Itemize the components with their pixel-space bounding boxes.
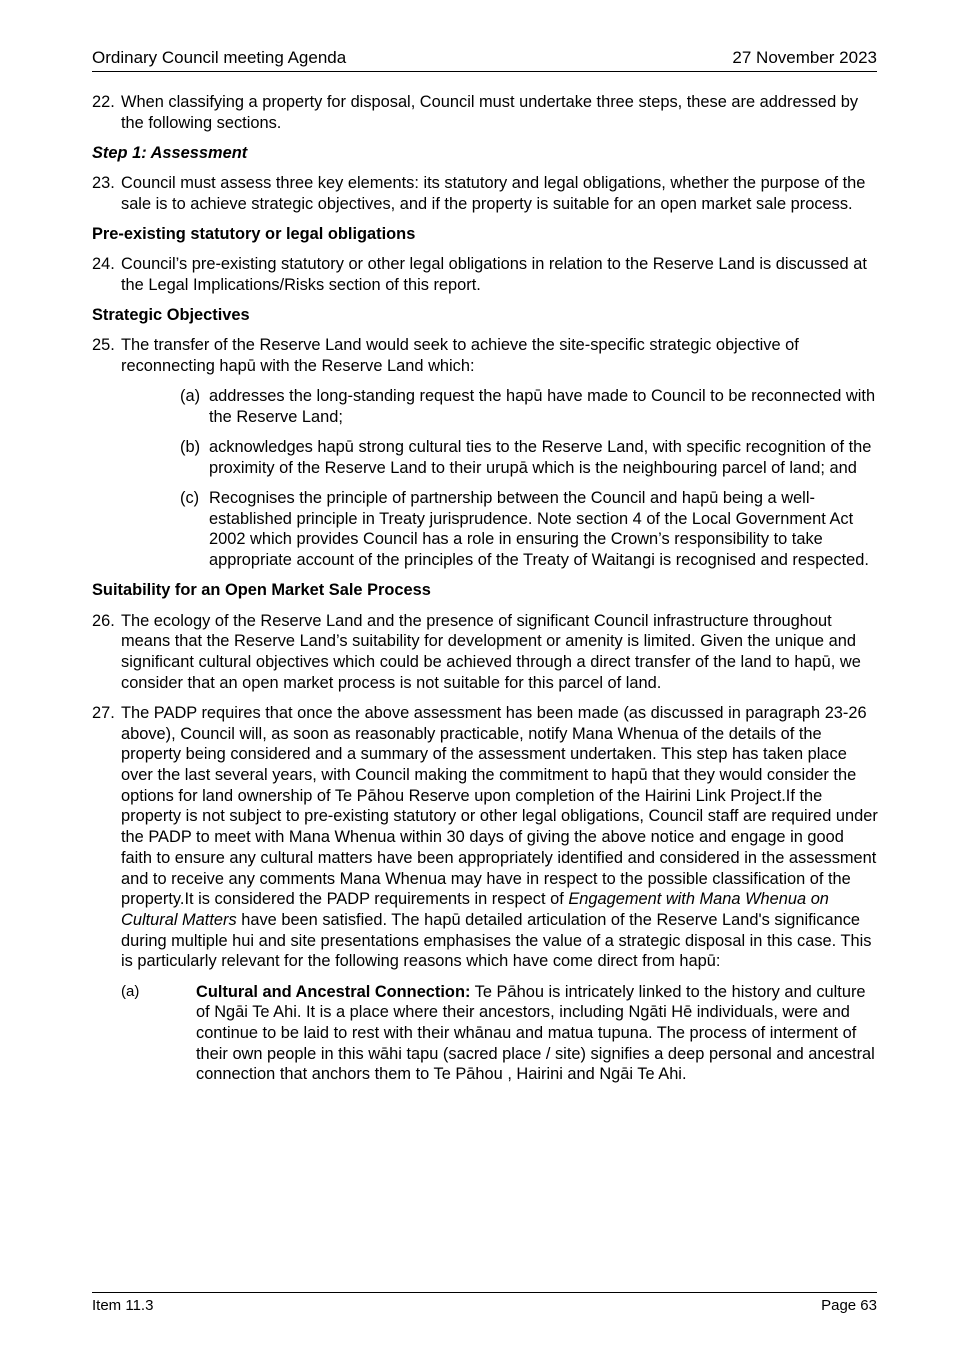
paragraph-number: 26. bbox=[92, 611, 115, 630]
paragraph-italic-phrase: Engagement with Mana Whenua on Cultural Matters bbox=[121, 890, 829, 929]
paragraph-number: 25. bbox=[92, 336, 115, 355]
paragraph-text: Council’s pre-existing statutory or other legal obligations in relation to the Reserve Land is discussed at the Legal Implications/Risks section of this report. bbox=[121, 255, 867, 294]
list-item-text: Te Pāhou is intricately linked to the history and culture of Ngāi Te Ahi. It is a place where their ancestors, including Ngāti Hē individuals, were and continue to be laid to rest with their whānau and matua tupuna. The process of interment of their own people in this wāhi tapu (sacred place / site) signifies a deep personal and ancestral connection that anchors them to Te Pāhou , Hairini and Ngāi Te Ahi. bbox=[196, 982, 875, 1084]
paragraph-22 bbox=[92, 92, 878, 133]
paragraph-23 bbox=[92, 173, 878, 214]
footer-page-number: Page 63 bbox=[821, 1297, 877, 1314]
list-item-label: (b) bbox=[180, 438, 201, 457]
paragraph-text: When classifying a property for disposal, Council must undertake three steps, these are addressed by the following sections. bbox=[121, 93, 859, 132]
heading-suitability: Suitability for an Open Market Sale Process bbox=[92, 581, 431, 600]
paragraph-text-part-1: The PADP requires that once the above assessment has been made (as discussed in paragraph 23-26 above), Council will, as soon as reasonably practicable, notify Mana Whenua of the details of the property being considered and a summary of the assessment undertaken. This step has taken place over the last several years, with Council making the commitment to hapū that they would consider the options for land ownership of Te Pāhou Reserve upon completion of the Hairini Link Project.If the property is not subject to pre-existing statutory or other legal obligations, Council staff are required under the PADP to meet with Mana Whenua within 30 days of giving the above notice and engage in good faith to ensure any cultural matters have been appropriately identified and considered in the assessment and to receive any comments Mana Whenua may have in respect to the possible classification of the property.It is considered the PADP requirements in respect of bbox=[121, 703, 878, 909]
document-body bbox=[92, 92, 878, 1095]
header-title: Ordinary Council meeting Agenda bbox=[92, 48, 347, 67]
list-item-title: Cultural and Ancestral Connection: bbox=[196, 982, 471, 1001]
paragraph-25 bbox=[92, 335, 878, 376]
paragraph-number: 22. bbox=[92, 93, 115, 111]
list-item-label: (a) bbox=[180, 387, 201, 406]
page-header bbox=[92, 47, 877, 72]
page-footer bbox=[92, 1292, 877, 1314]
list-item-text: acknowledges hapū strong cultural ties to the Reserve Land, with specific recognition of the proximity of the Reserve Land to their urupā which is the neighbouring parcel of land; and bbox=[209, 438, 872, 477]
paragraph-number: 24. bbox=[92, 255, 115, 274]
header-date: 27 November 2023 bbox=[732, 48, 877, 67]
paragraph-24 bbox=[92, 254, 878, 295]
list-item-25b bbox=[92, 437, 878, 478]
paragraph-text-part-2: have been satisfied. The hapū detailed articulation of the Reserve Land's significance during multiple hui and site presentations emphasises the value of a strategic disposal in this case. This is particularly relevant for the following reasons which have come direct from hapū: bbox=[121, 910, 872, 971]
paragraph-text: The transfer of the Reserve Land would seek to achieve the site-specific strategic objective of reconnecting hapū with the Reserve Land which: bbox=[121, 336, 799, 376]
paragraph-number: 23. bbox=[92, 174, 115, 193]
paragraph-27 bbox=[92, 703, 878, 972]
list-item-text: addresses the long-standing request the hapū have made to Council to be reconnected with the Reserve Land; bbox=[209, 387, 876, 426]
footer-item-number: Item 11.3 bbox=[92, 1297, 154, 1314]
list-item-text: Recognises the principle of partnership between the Council and hapū being a well-established principle in Treaty jurisprudence. Note section 4 of the Local Government Act 2002 which provides Council has a role in ensuring the Crown’s responsibility to take appropriate account of the principles of the Treaty of Waitangi is recognised and respected. bbox=[209, 489, 869, 570]
paragraph-26 bbox=[92, 611, 878, 694]
list-item-label: (a) bbox=[121, 982, 140, 1000]
paragraph-text: Council must assess three key elements: its statutory and legal obligations, whether the purpose of the sale is to achieve strategic objectives, and if the property is suitable for an open market sale process. bbox=[121, 174, 866, 213]
list-item-label: (c) bbox=[180, 489, 200, 508]
paragraph-text: The ecology of the Reserve Land and the presence of significant Council infrastructure throughout means that the Reserve Land’s suitability for development or amenity is limited. Given the unique and significant cultural objectives which could be achieved through a direct transfer of the land to hapū, we consider that an open market process is not suitable for this parcel of land. bbox=[121, 611, 861, 692]
heading-strategic-objectives: Strategic Objectives bbox=[92, 306, 250, 325]
heading-step-1: Step 1: Assessment bbox=[92, 143, 248, 162]
list-item-25c bbox=[92, 488, 878, 571]
heading-pre-existing-obligations: Pre-existing statutory or legal obligations bbox=[92, 225, 416, 244]
paragraph-number: 27. bbox=[92, 703, 115, 722]
list-item-25a bbox=[92, 386, 878, 427]
list-item-27a bbox=[121, 982, 878, 1086]
